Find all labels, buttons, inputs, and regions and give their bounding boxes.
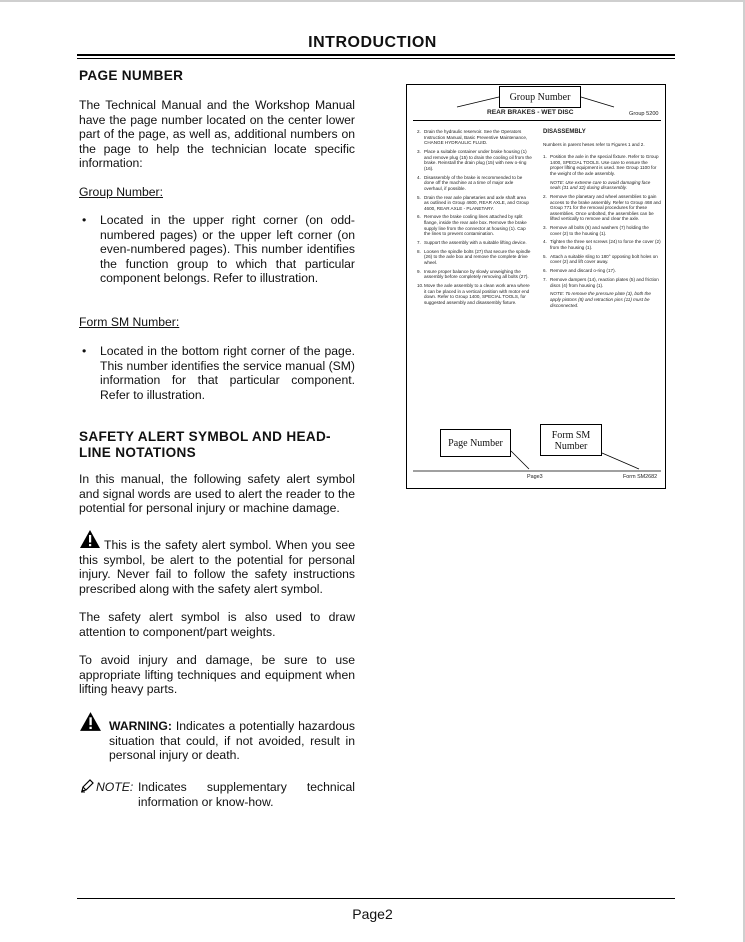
header-rule [77,54,675,56]
mini-list-item [417,149,532,171]
example-page-illustration [406,84,666,489]
mini-list-item [543,194,661,222]
mini-group: Group 5200 [629,111,659,117]
safety-heading-line1: SAFETY ALERT SYMBOL AND HEAD- [79,429,331,444]
mini-step-text: Remove dampers (14), reaction plates (5) and friction discs (4) from housing (1). [550,277,659,288]
mini-list-item [543,268,661,274]
mini-list-item [417,175,532,192]
footer-page-number: Page2 [352,906,393,922]
mini-step-text: NOTE: Use extreme care to avoid damaging face seals (31 and 32) during disassembly. [550,179,651,191]
mini-step-text: Tighten the three set screws (24) to force the cover (2) from the housing (1). [550,239,661,251]
safety-paragraph-4: To avoid injury and damage, be sure to use appropriate lifting techniques and equipment when lifting heavy parts. [79,653,355,697]
mini-step-number: 5. [417,194,421,200]
mini-step-number: 8. [417,248,421,254]
mini-list-item [417,283,532,305]
mini-list-item [543,291,661,308]
page-number-heading: PAGE NUMBER [79,68,184,83]
mini-step-number: 1. [543,154,547,159]
warning-icon [79,711,102,732]
mini-list-item [543,277,661,288]
callout-form-sm-number [540,424,602,456]
mini-list-item [543,180,661,191]
mini-step-text: NOTE: To remove the pressure plate (3), both the apply pistons (8) and retraction pins (11) must be disconnected. [550,291,651,308]
mini-list-item [417,195,532,212]
group-number-text: Located in the upper right corner (on odd-numbered pages) or the upper left corner (on even-numbered pages). This number identifies the function group to which that particular component belongs. Refer to illustration. [100,213,355,286]
callout-form-line1: Form SM [551,430,591,441]
mini-step-number: 7. [417,240,421,246]
mini-footer-page: Page3 [527,474,543,480]
mini-intro: Numbers in parent heses refer to Figures 1 and 2. [543,142,645,147]
mini-step-text: Disassembly of the brake is recommended to be done off the machine at a time of major axle overhaul, if possible. [424,174,523,191]
mini-list-item [417,129,532,146]
mini-step-number: 4. [543,239,547,245]
note-text: Indicates supplementary technical information or know-how. [138,780,355,809]
callout-group-number: Group Number [499,86,581,108]
page-number-intro: The Technical Manual and the Workshop Manual have the page number located on the center lower part of the page, as well as, additional numbers on the page to help the technician locate specific information: [79,98,355,171]
mini-step-text: Remove and discard o-ring (17). [550,268,616,274]
header-rule-thin [77,58,675,59]
callout-form-line2: Number [554,441,588,452]
safety-heading [79,429,355,461]
mini-title: REAR BRAKES - WET DISC [487,109,574,116]
safety-paragraph-1: In this manual, the following safety alert symbol and signal words are used to alert the reader to the potential for personal injury or machine damage. [79,472,355,516]
note-label: NOTE: [96,780,134,794]
safety-heading-line2: LINE NOTATIONS [79,445,196,460]
mini-step-text: Remove the planetary and wheel assemblies to gain access to the brake assembly. Refer to Group 468 and Group 771 for the removal procedures for these assemblies. Once unbolted, the assemblies can be lifted vertically to remove and clear the axle. [550,193,661,222]
page-title: INTRODUCTION [308,34,437,51]
mini-list-item [417,214,532,236]
form-sm-label: Form SM Number: [79,315,180,329]
warning-label: WARNING: [109,719,172,733]
footer-rule [77,898,675,899]
mini-step-text: Remove all bolts (6) and washers (7) holding the cover (2) to the housing (1). [550,225,649,236]
mini-list-item [543,254,661,265]
mini-list-item [417,249,532,266]
note-pencil-icon [79,778,95,794]
mini-section: DISASSEMBLY [543,129,586,135]
group-number-label: Group Number: [79,185,163,199]
mini-step-text: Loosen the spindle bolts (27) that secure the spindle (26) to the axle box and remove the complete drive wheel. [424,248,531,265]
mini-step-number: 5. [543,253,547,259]
mini-list-item [417,269,532,280]
warning-definition [109,719,355,763]
mini-list-item [543,225,661,236]
group-number-bullet [79,213,355,286]
safety-paragraph-2: This is the safety alert symbol. When you see this symbol, be alert to the potential for personal injury. Never fail to follow the safety instructions prescribed along with the safety alert symbol. [79,538,355,596]
safety-paragraph-3: The safety alert symbol is also used to draw attention to component/part weights. [79,610,355,639]
mini-step-number: 10. [417,283,424,289]
page-top-edge [0,0,745,2]
mini-step-text: Position the axle in the special fixture. Refer to Group 1400, SPECIAL TOOLS. Use care to ensure the proper lifting equipment is used. See Group 1100 for the weight of the axle assembly. [550,154,659,176]
mini-right-column [543,154,661,311]
mini-step-text: Move the axle assembly to a clean work area where it can be placed in a vertical position with motor end down. Refer to Group 1400, SPECIAL TOOLS, for suggested assembly and disassembly fixture. [424,283,530,305]
mini-step-text: Attach a suitable sling to 180° opposing bolt holes on cover (2) and lift cover away. [550,253,658,265]
mini-step-number: 2. [417,129,421,134]
mini-rule [413,120,661,121]
callout-page-number: Page Number [440,429,511,457]
mini-footer-form: Form SM2682 [623,474,658,480]
mini-left-column [417,129,532,309]
mini-list-item [543,239,661,250]
mini-step-text: Remove the brake cooling lines attached by split flange, inside the rear axle box. Remove the brake supply line from the connector at housing (1). Cap the lines to prevent contamination. [424,214,527,237]
mini-step-text: Drain the rear axle planetaries and axle shaft area as outlined in Group 4600, REAR AXLE, and Group 4600, REAR AXLE - PLANETARY. [424,194,529,211]
mini-step-text: Support the assembly with a suitable lifting device. [424,240,527,246]
mini-list-item [417,240,532,246]
mini-step-number: 7. [543,277,547,282]
mini-step-text: Insure proper balance by slowly unweighing the assembly before completely removing all bolts (27). [424,268,529,280]
mini-step-text: Place a suitable container under brake housing (1) and remove plug (15) to drain the cooling oil from the brake. Reinstall the drain plug (15) with new o-ring (16). [424,148,532,171]
warning-text: Indicates a potentially hazardous situation that could, if not avoided, result in personal injury or death. [109,719,355,763]
mini-step-number: 3. [543,225,547,231]
mini-step-number: 2. [543,193,547,199]
mini-step-number: 9. [417,268,421,274]
bullet-dot: • [82,213,87,227]
mini-list-item [543,154,661,176]
mini-step-number: 6. [543,268,547,274]
bullet-dot: • [82,344,87,358]
mini-step-number: 3. [417,148,421,154]
form-sm-text: Located in the bottom right corner of the page. This number identifies the service manual (SM) information for that particular component. Refer to illustration. [100,344,355,402]
mini-step-number: 4. [417,174,421,180]
mini-step-number: 6. [417,214,421,220]
mini-step-text: Drain the hydraulic reservoir. See the Operators Instruction Manual, Basic Preventive Maintenance, CHANGE HYDRAULIC FLUID. [424,129,528,146]
form-sm-bullet [79,344,355,402]
